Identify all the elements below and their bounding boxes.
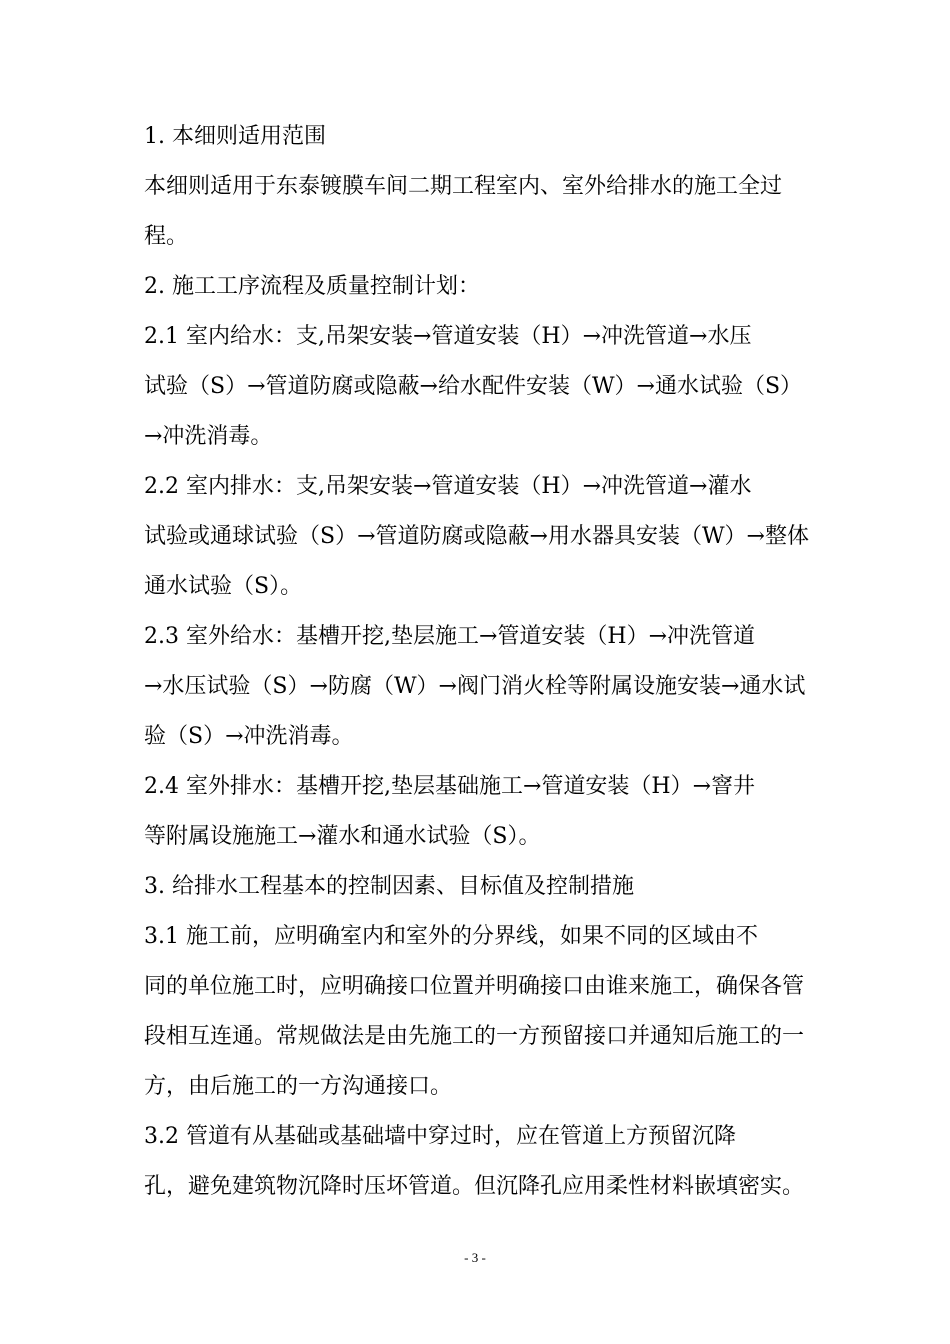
heading-1-scope: 1. 本细则适用范围: [144, 124, 326, 149]
heading-3-control: 3. 给排水工程基本的控制因素、目标值及控制措施: [144, 874, 634, 899]
paragraph-line: 等附属设施施工→灌水和通水试验（S）。: [144, 824, 541, 849]
paragraph-line: 本细则适用于东泰镀膜车间二期工程室内、室外给排水的施工全过: [144, 174, 783, 199]
paragraph-line: 2.4 室外排水：基槽开挖,垫层基础施工→管道安装（H）→窨井: [144, 774, 756, 799]
document-body: [144, 112, 814, 1212]
paragraph-line: 段相互连通。常规做法是由先施工的一方预留接口并通知后施工的一: [144, 1024, 805, 1049]
paragraph-line: 同的单位施工时，应明确接口位置并明确接口由谁来施工，确保各管: [144, 974, 805, 999]
paragraph-line: 2.1 室内给水：支,吊架安装→管道安装（H）→冲洗管道→水压: [144, 324, 752, 349]
paragraph-line: 试验或通球试验（S）→管道防腐或隐蔽→用水器具安装（W）→整体: [144, 524, 809, 549]
heading-2-process: 2. 施工工序流程及质量控制计划：: [144, 274, 480, 299]
paragraph-line: 验（S）→冲洗消毒。: [144, 724, 354, 749]
paragraph-line: 程。: [144, 224, 189, 249]
page-number: - 3 -: [464, 1250, 486, 1265]
paragraph-line: 2.2 室内排水：支,吊架安装→管道安装（H）→冲洗管道→灌水: [144, 474, 752, 499]
paragraph-line: →水压试验（S）→防腐（W）→阀门消火栓等附属设施安装→通水试: [144, 674, 806, 699]
paragraph-line: 3.1 施工前，应明确室内和室外的分界线，如果不同的区域由不: [144, 924, 758, 949]
paragraph-line: 3.2 管道有从基础或基础墙中穿过时，应在管道上方预留沉降: [144, 1124, 736, 1149]
paragraph-line: →冲洗消毒。: [144, 424, 273, 449]
paragraph-line: 通水试验（S）。: [144, 574, 303, 599]
paragraph-line: 2.3 室外给水：基槽开挖,垫层施工→管道安装（H）→冲洗管道: [144, 624, 756, 649]
paragraph-line: 孔，避免建筑物沉降时压坏管道。但沉降孔应用柔性材料嵌填密实。: [144, 1174, 805, 1199]
paragraph-line: 试验（S）→管道防腐或隐蔽→给水配件安装（W）→通水试验（S）: [144, 374, 803, 399]
paragraph-line: 方，由后施工的一方沟通接口。: [144, 1074, 453, 1099]
